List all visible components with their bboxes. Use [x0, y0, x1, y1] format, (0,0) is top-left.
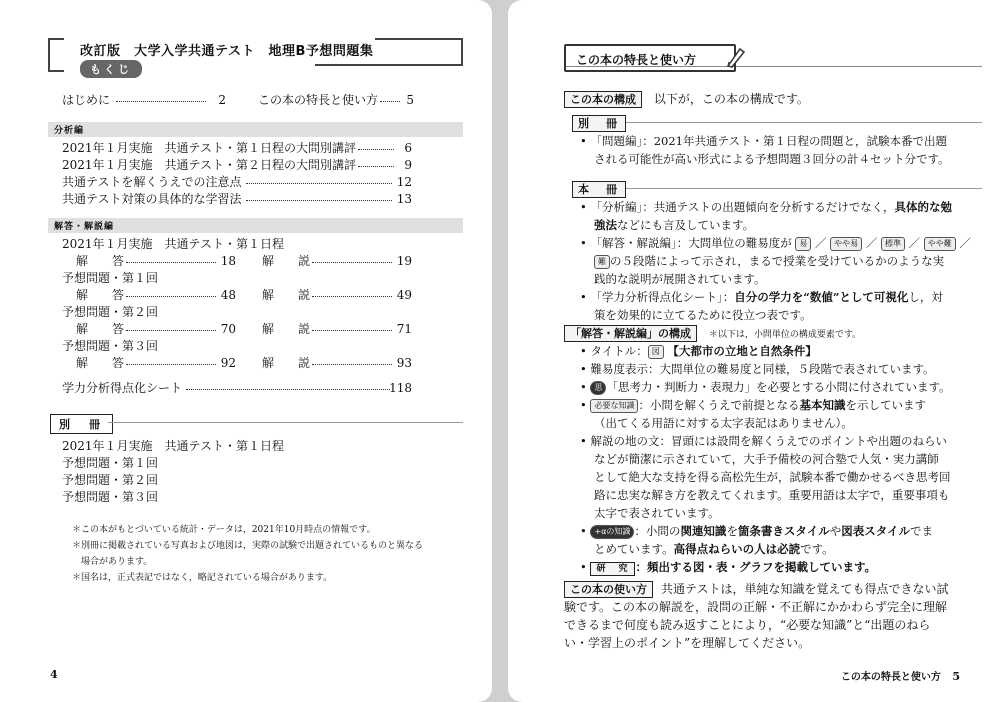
difficulty-chip: 標準: [881, 237, 905, 251]
toc-leader: [246, 200, 392, 201]
toc-page: 12: [396, 175, 412, 189]
explanation-label: 解 説: [262, 356, 311, 370]
required-knowledge-badge: 必要な知識: [590, 399, 638, 413]
structure-tag: この本の構成: [564, 91, 642, 108]
item-ground: • 解説の地の文：冒頭には設問を解くうえでのポイントや出題のねらい などが簡潔に示されていて，大手予備校の河合塾で人気・実力講師 として絶大な支持を得る高松先生が，試験本番で働かせるべき思考回 路に忠実な解き方を教えてくれます。重要用語は太字で，重要事項も 太字で表されています。: [580, 434, 951, 520]
explanation-label: 解 説: [262, 288, 311, 302]
figure-icon: 図: [648, 345, 664, 359]
toc-header: [48, 38, 463, 78]
item-title: • タイトル： 図 【大都市の立地と自然条件】: [580, 344, 817, 358]
note-line: 場合があります。: [72, 557, 153, 567]
toc-page: 9: [404, 158, 412, 172]
explanation-page: 49: [396, 288, 412, 302]
toc-page: 118: [389, 381, 412, 395]
explanation-page: 19: [396, 254, 412, 268]
toc-answer-row[interactable]: [62, 253, 412, 270]
notes: [72, 522, 423, 586]
toc-line[interactable]: [62, 157, 412, 174]
bullet-answer: • 「解答・解説編」：大問単位の難易度が 易 ／ やや易 ／ 標準 ／ やや難 ／ 難 の５段階によって示され，まるで授業を受けているかのような実 践的な説明が展開されています。: [580, 236, 971, 286]
explanation-page: 71: [396, 322, 412, 336]
study-tag: 研 究: [590, 562, 635, 576]
toc-line-intro[interactable]: [62, 92, 414, 109]
footer-title: この本の特長と使い方: [840, 672, 941, 683]
toc-label: 2021年１月実施 共通テスト・第２日程の大問別講評: [62, 158, 357, 172]
header-right-bracket: [375, 38, 463, 66]
toc-line[interactable]: [62, 191, 412, 208]
toc-leader: [312, 330, 392, 331]
note-line: ＊この本がもとづいている統計・データは，2021年10月時点の情報です。: [72, 525, 376, 535]
bessatsu-item: 予想問題・第２回: [62, 473, 159, 487]
kousei-note: ＊以下は，小問単位の構成要素です。: [708, 330, 862, 340]
answer-label: 解 答: [76, 322, 125, 336]
item-know: • 必要な知識 ：小問を解くうえで前提となる基本知識を示しています （出てくる用語に対する太字表記はありません）。: [580, 398, 926, 430]
answer-page: 92: [220, 356, 236, 370]
difficulty-chip: やや難: [924, 237, 956, 251]
toc-leader: [246, 183, 392, 184]
note-line: ＊別冊に掲載されている写真および地図は，実際の試験で出題されているものと異なる: [72, 541, 424, 551]
plus-alpha-badge: +αの知識: [590, 525, 634, 539]
toc-answer-row[interactable]: [62, 355, 412, 372]
toc-label: 学力分析得点化シート: [62, 381, 183, 395]
toc-group-title: 予想問題・第１回: [62, 271, 159, 285]
item-plus: • +αの知識 ：小問の関連知識を箇条書きスタイルや図表スタイルでま とめています。高得点ねらいの人は必読です。: [580, 524, 933, 556]
toc-label: 共通テスト対策の具体的な学習法: [62, 192, 242, 206]
toc-answer-row[interactable]: [62, 287, 412, 304]
bessatsu-item: 予想問題・第３回: [62, 490, 159, 504]
toc-leader: [126, 262, 216, 263]
kousei-tag: 「解答・解説編」の構成: [564, 325, 697, 342]
toc-analysis: [62, 140, 412, 208]
structure-text: 以下が，この本の構成です。: [653, 92, 809, 106]
honsatsu-tag: 本 冊: [572, 181, 626, 198]
bessatsu-tag: 別 冊: [572, 115, 626, 132]
honsatsu-row: [572, 180, 626, 198]
answer-section-tag: 解答・解説編: [48, 218, 463, 233]
think-icon: 思: [590, 381, 606, 395]
toc-line[interactable]: [62, 140, 412, 157]
answer-page: 48: [220, 288, 236, 302]
explanation-label: 解 説: [262, 322, 311, 336]
toc-line-sheet[interactable]: [62, 380, 412, 397]
answer-label: 解 答: [76, 356, 125, 370]
toc-leader: [186, 389, 390, 390]
pencil-icon: [724, 46, 746, 70]
kousei-row: [564, 324, 861, 344]
toc-group-title: 2021年１月実施 共通テスト・第１日程: [62, 237, 285, 251]
toc-answers: [62, 236, 412, 397]
difficulty-chip: やや易: [830, 237, 862, 251]
toc-leader: [126, 296, 216, 297]
toc-leader: [312, 364, 392, 365]
explanation-page: 93: [396, 356, 412, 370]
header-rule: [315, 64, 375, 66]
toc-answer-row[interactable]: [62, 321, 412, 338]
header-left-bracket: [48, 38, 64, 72]
toc-leader: [312, 296, 392, 297]
difficulty-chip: 易: [795, 237, 811, 251]
book-title: 改訂版 大学入学共通テスト 地理B予想問題集: [80, 44, 374, 59]
answer-label: 解 答: [76, 288, 125, 302]
honsatsu-rule: [626, 188, 982, 189]
bessatsu-rule: [626, 122, 982, 123]
mokuji-badge: もくじ: [80, 60, 142, 78]
toc-top-row: [62, 92, 414, 109]
answer-page: 70: [220, 322, 236, 336]
toc-label: はじめに: [62, 93, 111, 107]
toc-label: 共通テストを解くうえでの注意点: [62, 175, 242, 189]
answer-label: 解 答: [76, 254, 125, 268]
toc-label: 2021年１月実施 共通テスト・第１日程の大問別講評: [62, 141, 357, 155]
note-line: ＊国名は，正式表記ではなく，略記されている場合があります。: [72, 573, 333, 583]
toc-page: 2: [218, 93, 226, 107]
bullet-analysis: • 「分析編」：共通テストの出題傾向を分析するだけでなく，具体的な勉 強法などにも言及しています。: [580, 200, 953, 232]
difficulty-chip: 難: [594, 255, 610, 269]
page-footer-right: [841, 668, 960, 683]
page-number-left: 4: [50, 668, 58, 681]
answer-page: 18: [220, 254, 236, 268]
toc-leader: [358, 149, 394, 150]
toc-label: この本の特長と使い方: [258, 93, 379, 107]
usage-tag: この本の使い方: [564, 581, 653, 598]
bessatsu-item: 予想問題・第１回: [62, 456, 159, 470]
page-number-right: 5: [952, 670, 960, 683]
bessatsu-rule: [108, 422, 463, 423]
toc-leader: [126, 364, 216, 365]
usage-block: この本の使い方 共通テストは，単純な知識を覚えても得点できない試 験です。この本の解説を，設問の正解・不正解にかかわらず完全に理解 できるまで何度も読み返すことにより，“必要な知識”と“出題のねら い・学習上のポイント”を理解してください。: [564, 582, 949, 650]
right-page: [508, 0, 1000, 702]
toc-page: 6: [404, 141, 412, 155]
explanation-label: 解 説: [262, 254, 311, 268]
toc-leader: [126, 330, 216, 331]
structure-row: [564, 90, 809, 108]
bessatsu-list: [62, 438, 284, 506]
item-level: • 難易度表示：大問単位の難易度と同様，５段階で表されています。: [580, 362, 935, 376]
toc-page: 5: [406, 93, 414, 107]
bullet-sheet: • 「学力分析得点化シート」：自分の学力を“数値”として可視化し，対 策を効果的に立てるために役立つ表です。: [580, 290, 943, 322]
item-study: • 研 究 ：頻出する図・表・グラフを掲載しています。: [580, 560, 877, 574]
toc-line[interactable]: [62, 174, 412, 191]
toc-group-title: 予想問題・第３回: [62, 339, 159, 353]
toc-leader: [312, 262, 392, 263]
toc-group-title: 予想問題・第２回: [62, 305, 159, 319]
bessatsu-bullet: • 「問題編」：2021年共通テスト・第１日程の問題と，試験本番で出題 される可能性が高い形式による予想問題３回分の計４セット分です。: [580, 134, 950, 166]
page-title: この本の特長と使い方: [564, 44, 736, 72]
bessatsu-item: 2021年１月実施 共通テスト・第１日程: [62, 439, 285, 453]
bessatsu-row: [572, 114, 626, 132]
toc-page: 13: [396, 192, 412, 206]
toc-leader: [358, 166, 394, 167]
item-think: • 思 「思考力・判断力・表現力」を必要とする小問に付されています。: [580, 380, 951, 394]
left-page: [0, 0, 492, 702]
toc-leader: [116, 101, 206, 102]
bessatsu-tag: 別 冊: [50, 414, 113, 434]
analysis-section-tag: 分析編: [48, 122, 463, 137]
